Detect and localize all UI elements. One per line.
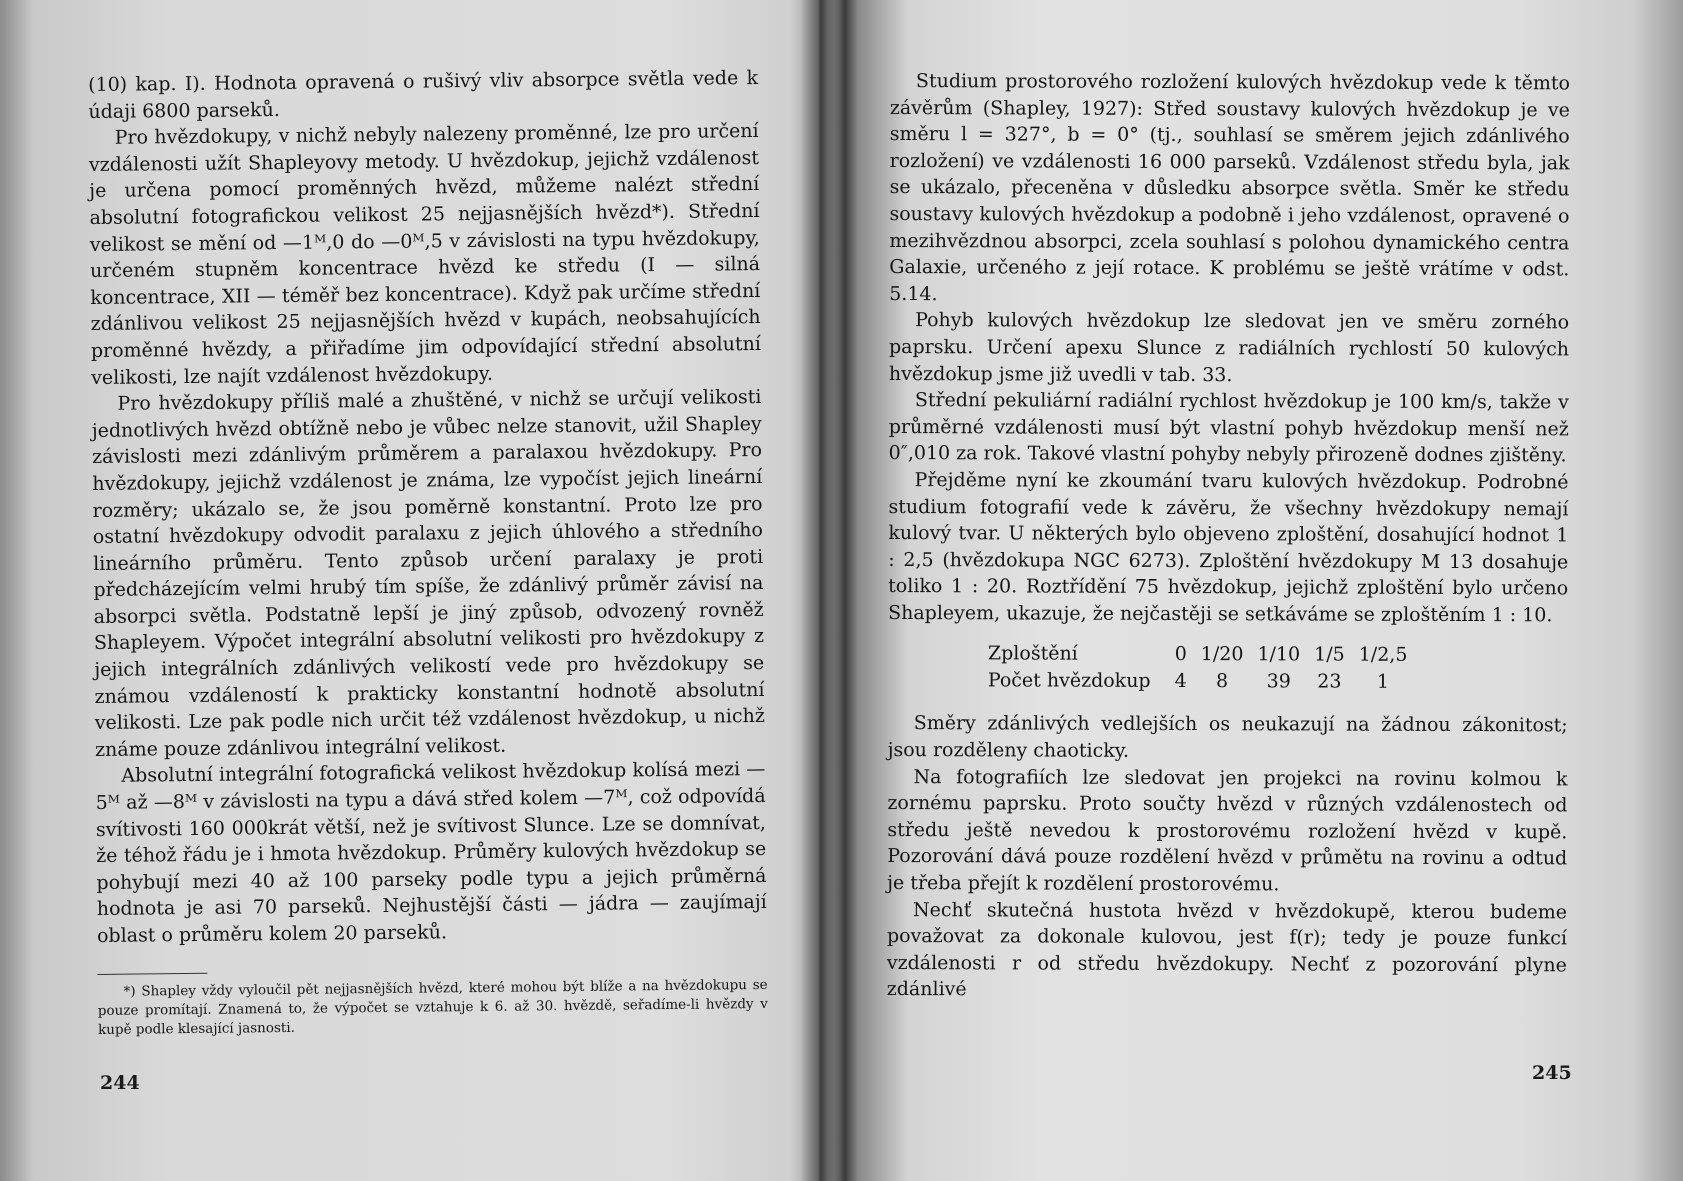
footnote-rule — [97, 972, 207, 974]
left-page — [0, 0, 820, 1181]
table-row-label: Počet hvězdokup — [987, 669, 1151, 693]
paragraph: Pohyb kulových hvězdokup lze sledovat jen ve směru zorného paprsku. Určení apexu Slunce z radiálních rychlostí 50 kulových hvězdokup jsme již uvedli v tab. 33. — [888, 309, 1570, 386]
table-cell: 1/5 — [1314, 643, 1345, 667]
paragraph: (10) kap. I). Hodnota opravená o rušivý vliv absorpce světla vede k údaji 6800 parseků. — [88, 66, 759, 123]
table-cell: 23 — [1317, 670, 1342, 694]
paragraph: Střední pekuliární radiální rychlost hvězdokup je 100 km/s, takže v průměrné vzdálenosti musí být vlastní pohyb hvězdokup menší než 0″,010 za rok. Takové vlastní pohyby nebyly přirozeně dodnes zjištěny. — [888, 389, 1569, 467]
table-cell: 1 — [1376, 671, 1390, 694]
page-number: 244 — [100, 1072, 140, 1094]
paragraph: Pro hvězdokupy příliš malé a zhuštěné, v nichž se určují velikosti jednotlivých hvězd obtížně nebo je vůbec nelze stanovit, užil Shapley závislosti mezi zdánlivým průměrem a paralaxou hvězdokupy. Pro hvězdokupy, jejichž vzdálenost je známa, lze vypočíst jejich lineární rozměry; ukázalo se, že jsou poměrně konstantní. Proto lze pro ostatní hvězdokupy odvodit paralaxu z jejich úhlového a středního lineárního průměru. Tento způsob určení paralaxy je proti předcházejícím velmi hrubý tím spíše, že zdánlivý průměr závisí na absorpci světla. Podstatně lepší je jiný způsob, odvozený rovněž Shapleyem. Výpočet integrální absolutní velikosti pro hvězdokupy z jejich integrálních zdánlivých velikostí vede pro hvězdokupy se známou vzdáleností k prakticky konstantní hodnotě absolutní velikosti. Lze pak podle nich určit též vzdálenost hvězdokup, u nichž známe pouze zdánlivou integrální velikost. — [91, 386, 765, 761]
flattening-table — [888, 640, 1568, 696]
paragraph: Na fotografiích lze sledovat jen projekci na rovinu kolmou k zornému paprsku. Proto součty hvězd v různých vzdálenostech od středu ještě nevedou k prostorovému rozložení hvězd v kupě. Pozorování dává pouze rozdělení hvězd v průmětu na rovinu a odtud je třeba přejít k rozdělení prostorovému. — [887, 765, 1568, 896]
table-cell: 0 — [1174, 643, 1187, 666]
paragraph: Absolutní integrální fotografická velikost hvězdokup kolísá mezi —5ᴹ až —8ᴹ v závislosti na typu a dává střed kolem —7ᴹ, což odpovídá svítivosti 160 000krát větší, než je svítivost Slunce. Lze se domnívat, že téhož řádu je i hmota hvězdokup. Průměry kulových hvězdokup se pohybují mezi 40 až 100 parseky podle typu a jejich průměrná hodnota je asi 70 parseků. Nejhustější části — jádra — zaujímají oblast o průměru kolem 20 parseků. — [95, 758, 767, 947]
right-page-body — [887, 68, 1570, 1005]
footnote: *) Shapley vždy vyloučil pět nejjasnějších hvězd, které mohou být blíže a na hvězdokupu se pouze promítají. Znamená to, že výpočet se vztahuje k 6. až 30. hvězdě, seřadíme-li hvězdy v kupě podle klesající jasnosti. — [97, 976, 768, 1038]
paragraph: Studium prostorového rozložení kulových hvězdokup vede k těmto závěrům (Shapley, 1927): Střed soustavy kulových hvězdokup je ve směru l = 327°, b = 0° (tj., souhlasí se směrem jejich zdánlivého rozložení) ve vzdálenosti 16 000 parseků. Vzdálenost středu byla, jak se ukázalo, přeceněna v důsledku absorpce světla. Směr ke středu soustavy kulových hvězdokup a podobně i jeho vzdálenost, opravené o mezihvězdnou absorpci, zcela souhlasí s polohou dynamického centra Galaxie, určeného z její rotace. K problému se ještě vrátíme v odst. 5.14. — [889, 70, 1570, 305]
right-page — [820, 0, 1683, 1181]
table-cell: 8 — [1215, 670, 1229, 693]
table-cell: 1/10 — [1257, 643, 1301, 666]
table-cell: 1/2,5 — [1358, 644, 1408, 667]
paragraph: Směry zdánlivých vedlejších os neukazují na žádnou zákonitost; jsou rozděleny chaoticky. — [887, 712, 1568, 762]
paragraph: Nechť skutečná hustota hvězd v hvězdokupě, kterou budeme považovat za dokonale kulovou, jest f(r); tedy je pouze funkcí vzdálenosti r od středu hvězdokupy. Nechť z pozorování plyne zdánlivé — [886, 898, 1568, 1001]
table-row-label: Zploštění — [987, 642, 1078, 666]
left-page-body — [88, 65, 768, 1040]
table-cell: 1/20 — [1200, 643, 1244, 666]
page-number: 245 — [1532, 1062, 1572, 1084]
table-row — [988, 668, 1422, 697]
table-cell: 4 — [1174, 670, 1187, 693]
table-row — [988, 641, 1422, 670]
paragraph: Přejděme nyní ke zkoumání tvaru kulových hvězdokup. Podrobné studium fotografií vede k závěru, že všechny hvězdokupy nemají kulový tvar. U některých bylo objeveno zploštění, dosahující hodnot 1 : 2,5 (hvězdokupa NGC 6273). Zploštění hvězdokupy M 13 dosahuje toliko 1 : 20. Roztřídění 75 hvězdokup, jejichž zploštění bylo určeno Shapleyem, ukazuje, že nejčastěji se setkáváme se zploštěním 1 : 10. — [888, 468, 1569, 627]
table-cell: 39 — [1266, 670, 1291, 693]
paragraph: Pro hvězdokupy, v nichž nebyly nalezeny proměnné, lze pro určení vzdálenosti užít Shapleyovy metody. U hvězdokup, jejichž vzdálenost je určena pomocí proměnných hvězd, můžeme nalézt střední absolutní fotografickou velikost 25 nejjasnějších hvězd*). Střední velikost se mění od —1ᴹ,0 do —0ᴹ,5 v závislosti na typu hvězdokupy, určeném stupněm koncentrace hvězd ke středu (I — silná koncentrace, XII — téměř bez koncentrace). Když pak určíme střední zdánlivou velikost 25 nejjasnějších hvězd v kupách, neobsahujících proměnné hvězdy, a přiřadíme jim odpovídající střední absolutní velikosti, lze najít vzdálenost hvězdokupy. — [88, 120, 761, 389]
